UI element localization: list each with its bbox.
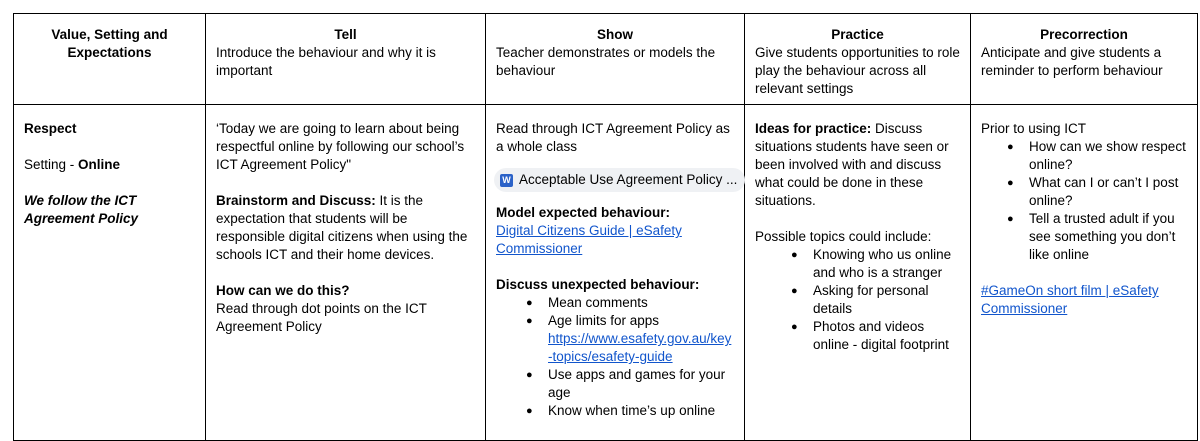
list-item: ● Mean comments xyxy=(548,294,734,312)
document-chip[interactable] xyxy=(494,168,745,192)
esafety-guide-link[interactable]: https://www.esafety.gov.au/key-topics/esafety-guide xyxy=(548,331,732,364)
topics-list xyxy=(755,246,960,354)
practice-cell xyxy=(745,105,971,441)
list-item: ● Knowing who us online and who is a stranger xyxy=(813,246,960,282)
header-tell xyxy=(206,14,486,105)
behaviour-table xyxy=(13,13,1198,441)
discuss-label: Discuss unexpected behaviour: xyxy=(496,277,700,292)
list-item: ● Photos and videos online - digital footprint xyxy=(813,318,960,354)
header-value xyxy=(14,14,206,105)
unexpected-behaviour-list xyxy=(496,294,734,420)
header-description: Give students opportunities to role play the behaviour across all relevant settings xyxy=(755,45,960,96)
list-item: ● Know when time’s up online xyxy=(548,402,734,420)
header-row xyxy=(14,14,1198,105)
content-row xyxy=(14,105,1198,441)
setting-line xyxy=(24,156,195,174)
list-item: ● Asking for personal details xyxy=(813,282,960,318)
list-item: ● Age limits for apps https://www.esafety.gov.au/key-topics/esafety-guide xyxy=(548,312,734,366)
header-title: Show xyxy=(597,27,633,42)
header-title: Value, Setting and Expectations xyxy=(51,27,168,60)
setting-value: Online xyxy=(78,157,121,172)
precorrection-cell xyxy=(971,105,1198,441)
ideas-paragraph xyxy=(755,120,960,210)
ideas-text: Discuss situations students have seen or been involved with and discuss what could be done in these situations. xyxy=(755,121,949,208)
expectation-text: We follow the ICT Agreement Policy xyxy=(24,193,139,226)
header-description: Anticipate and give students a reminder to perform behaviour xyxy=(981,45,1163,78)
precorrection-intro: Prior to using ICT xyxy=(981,121,1087,136)
gameon-film-link[interactable]: #GameOn short film | eSafety Commissioner xyxy=(981,283,1159,316)
tell-cell xyxy=(206,105,486,441)
digital-citizens-link[interactable]: Digital Citizens Guide | eSafety Commissioner xyxy=(496,223,682,256)
setting-prefix: Setting - xyxy=(24,157,79,172)
header-show xyxy=(486,14,745,105)
header-description: Introduce the behaviour and why it is important xyxy=(216,45,436,78)
header-precorrection xyxy=(971,14,1198,105)
model-label: Model expected behaviour: xyxy=(496,205,671,220)
word-doc-icon: W xyxy=(500,174,513,187)
show-cell xyxy=(486,105,745,441)
header-title: Tell xyxy=(334,27,357,42)
ideas-label: Ideas for practice: xyxy=(755,121,872,136)
value-cell xyxy=(14,105,206,441)
document-chip-label: Acceptable Use Agreement Policy ... xyxy=(519,172,738,187)
how-label: How can we do this? xyxy=(216,283,350,298)
tell-intro: ‘Today we are going to learn about being respectful online by following our school’s ICT Agreement Policy" xyxy=(216,121,465,172)
list-item: ● Use apps and games for your age xyxy=(548,366,734,402)
header-description: Teacher demonstrates or models the behaviour xyxy=(496,45,716,78)
list-item: ● Tell a trusted adult if you see something you don’t like online xyxy=(1029,210,1187,264)
behaviour-matrix xyxy=(13,13,1197,438)
header-practice xyxy=(745,14,971,105)
brainstorm-label: Brainstorm and Discuss: xyxy=(216,193,376,208)
list-item: ● What can I or can’t I post online? xyxy=(1029,174,1187,210)
list-item: ● How can we show respect online? xyxy=(1029,138,1187,174)
brainstorm-text: It is the expectation that students will be responsible digital citizens when using the schools ICT and their home devices. xyxy=(216,193,468,262)
how-text: Read through dot points on the ICT Agreement Policy xyxy=(216,301,427,334)
value-name: Respect xyxy=(24,121,77,136)
header-title: Precorrection xyxy=(1040,27,1128,42)
show-intro: Read through ICT Agreement Policy as a whole class xyxy=(496,121,730,154)
topics-label: Possible topics could include: xyxy=(755,229,932,244)
header-title: Practice xyxy=(831,27,884,42)
precorrection-list xyxy=(981,138,1187,264)
brainstorm-paragraph xyxy=(216,192,475,264)
